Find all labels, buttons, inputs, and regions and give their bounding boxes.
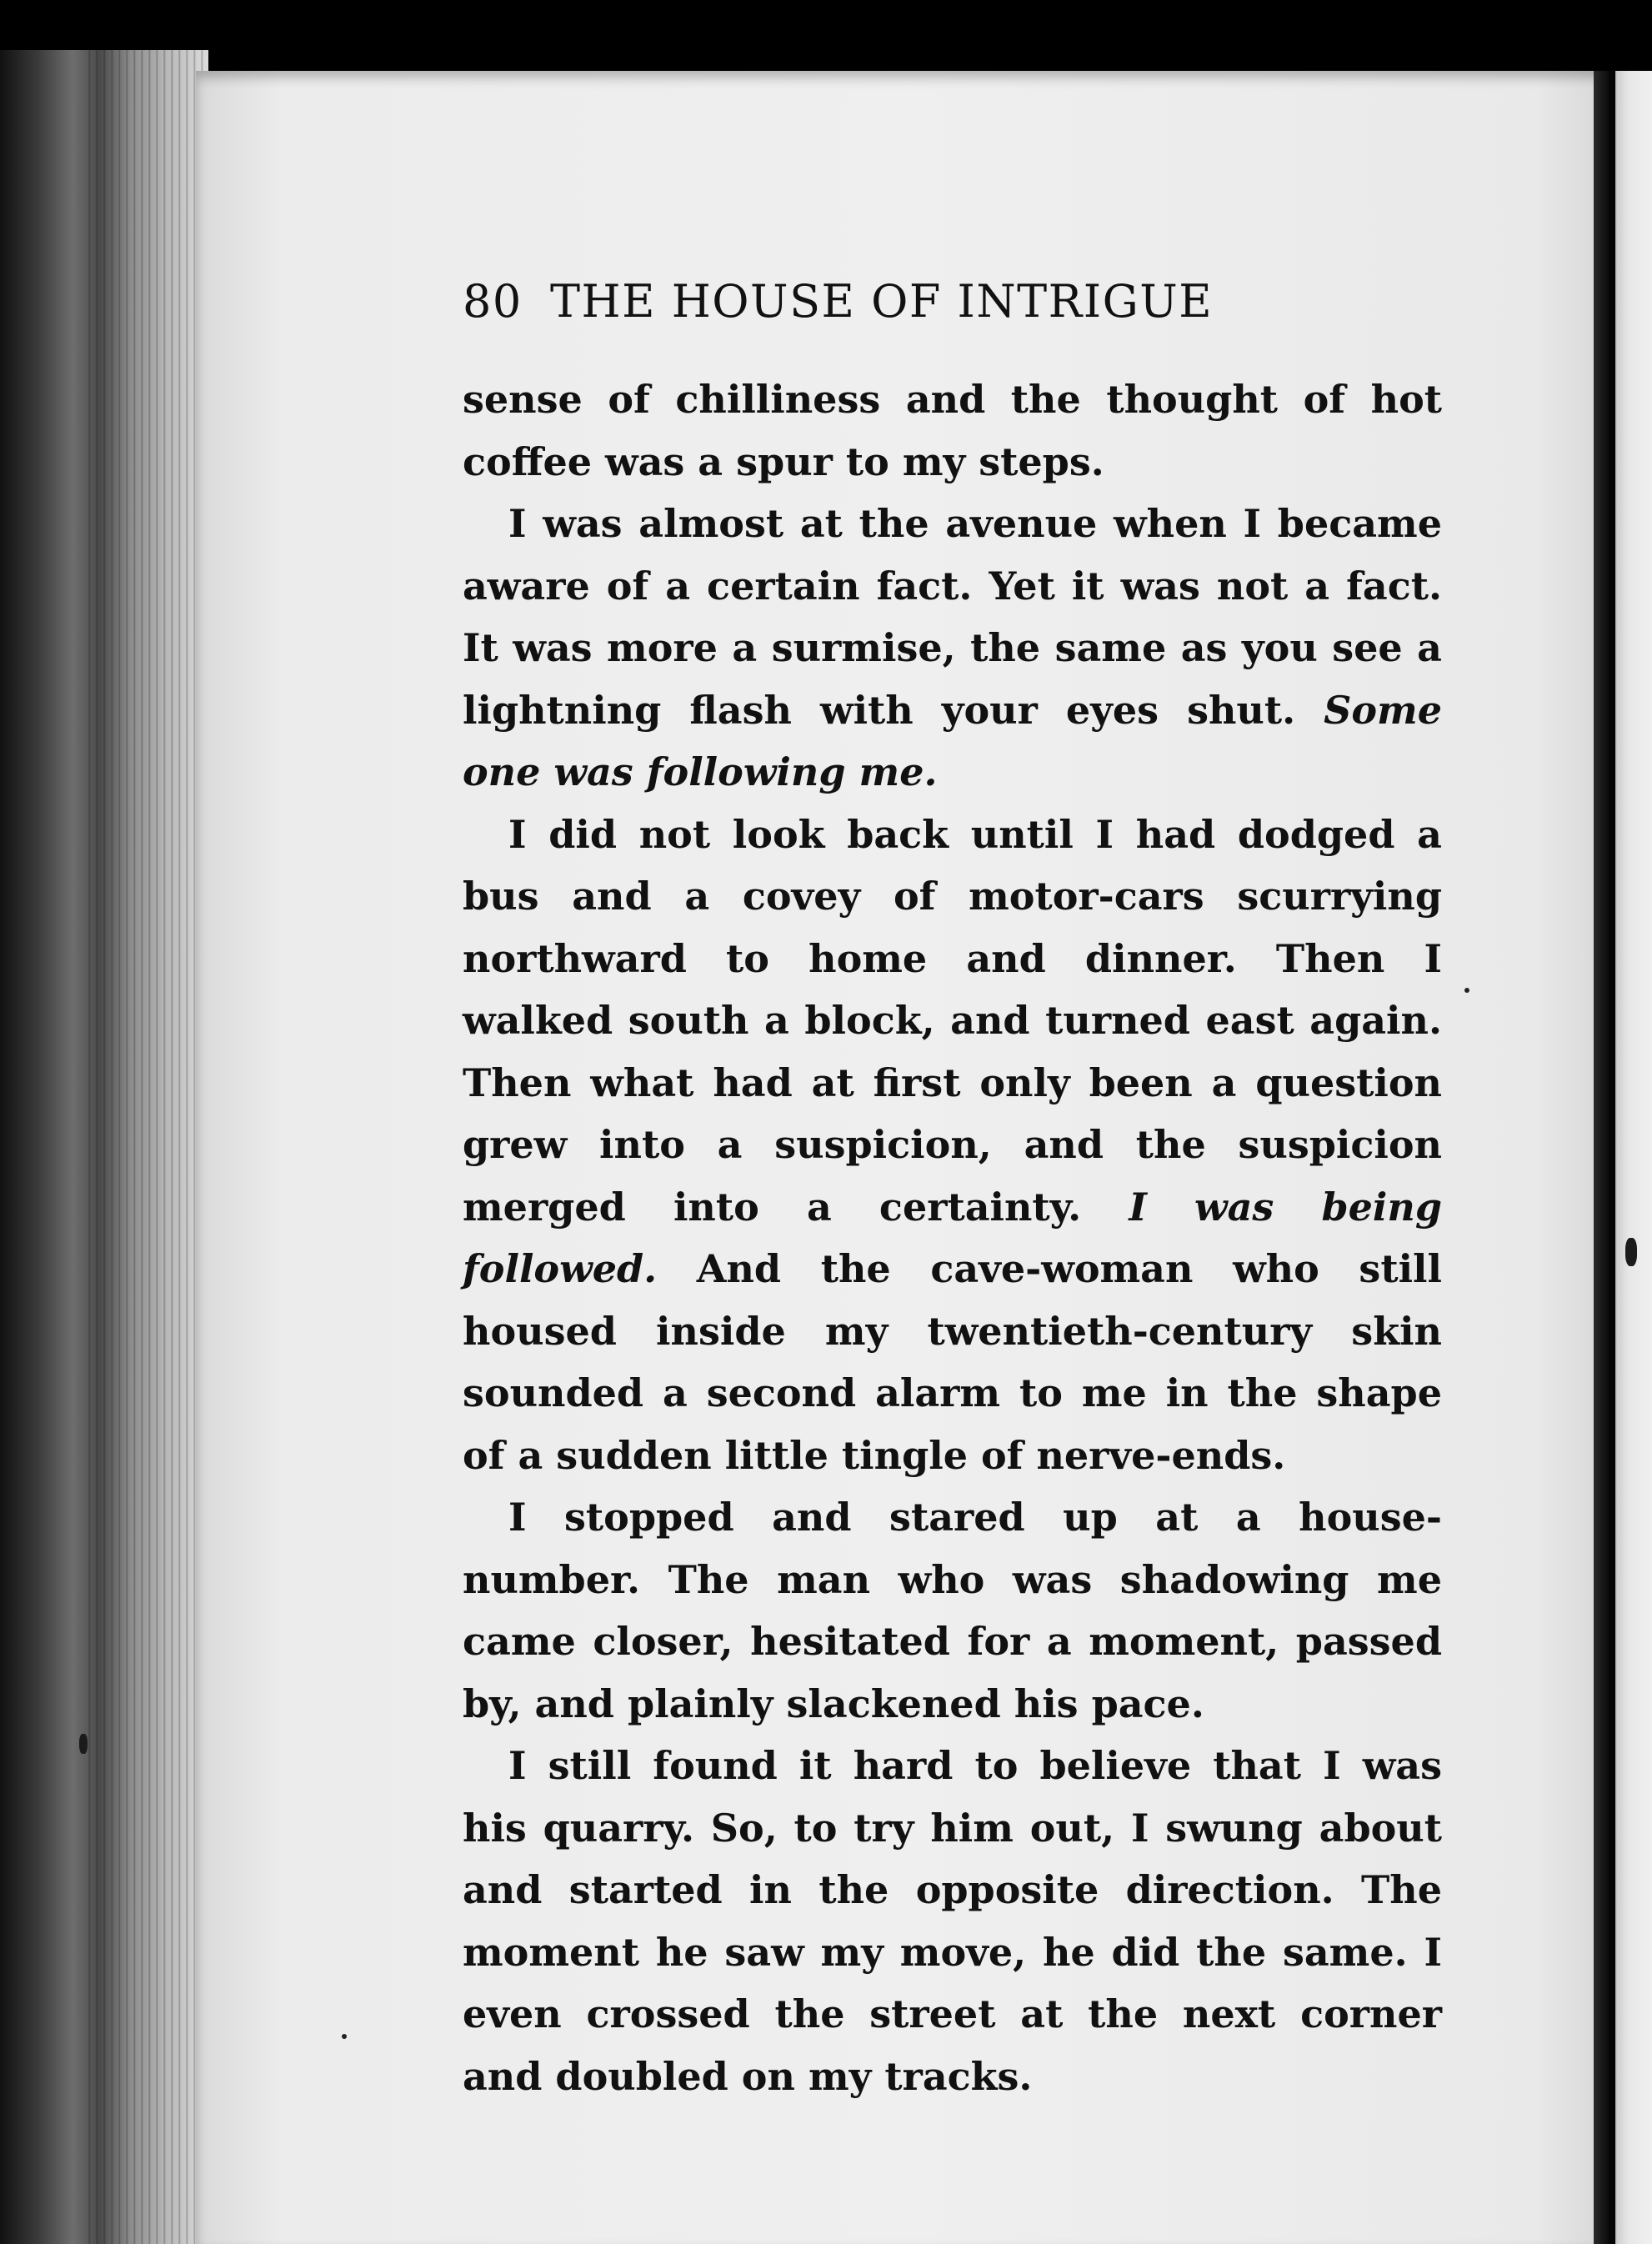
running-head [463,275,1442,342]
paragraph [463,368,1442,493]
page-number: 80 [463,275,523,328]
speck [1464,988,1469,993]
italic-text: I was being followed. [463,1184,1442,1291]
body-text [463,368,1442,2107]
text-run: sense of chilliness and the thought of hot coffee was a spur to my steps. [463,377,1442,484]
text-run: I did not look back until I had dodged a bus and a covey of motor-cars scurrying northward to home and dinner. Then I walked south a block, and turned east again. Then what had at first only been a question grew into a suspicion, and the suspicion merged into a certainty. [463,811,1442,1230]
paragraph [463,1735,1442,2107]
speck [342,2034,347,2039]
paragraph [463,493,1442,804]
binding-shadow [83,50,208,2244]
text-run: I still found it hard to believe that I was his quarry. So, to try him out, I swung about and started in the opposite direction. The moment he saw my move, he did the same. I even crossed the street at the next corner and doubled on my tracks. [463,1743,1442,2099]
text-run: And the cave-woman who still housed inside my twentieth-century skin sounded a second alarm to me in the shape of a sudden little tingle of nerve-ends. [463,1246,1442,1478]
text-run: I was almost at the avenue when I became aware of a certain fact. Yet it was not a fact. It was more a surmise, the same as you see a lightning flash with your eyes shut. [463,501,1442,733]
right-edge-divider [1609,71,1615,2244]
text-block [463,275,1442,2107]
paragraph [463,804,1442,1487]
text-run: I stopped and stared up at a house-number. The man who was shadowing me came closer, hesitated for a moment, passed by, and plainly slackened his pace. [463,1495,1442,1726]
ink-smudge [79,1734,88,1754]
right-page-edge [1594,71,1652,2244]
paragraph [463,1486,1442,1735]
italic-text: Some one was following me. [463,687,1442,794]
book-title: THE HOUSE OF INTRIGUE [550,275,1214,328]
ink-smudge [1625,1238,1637,1266]
